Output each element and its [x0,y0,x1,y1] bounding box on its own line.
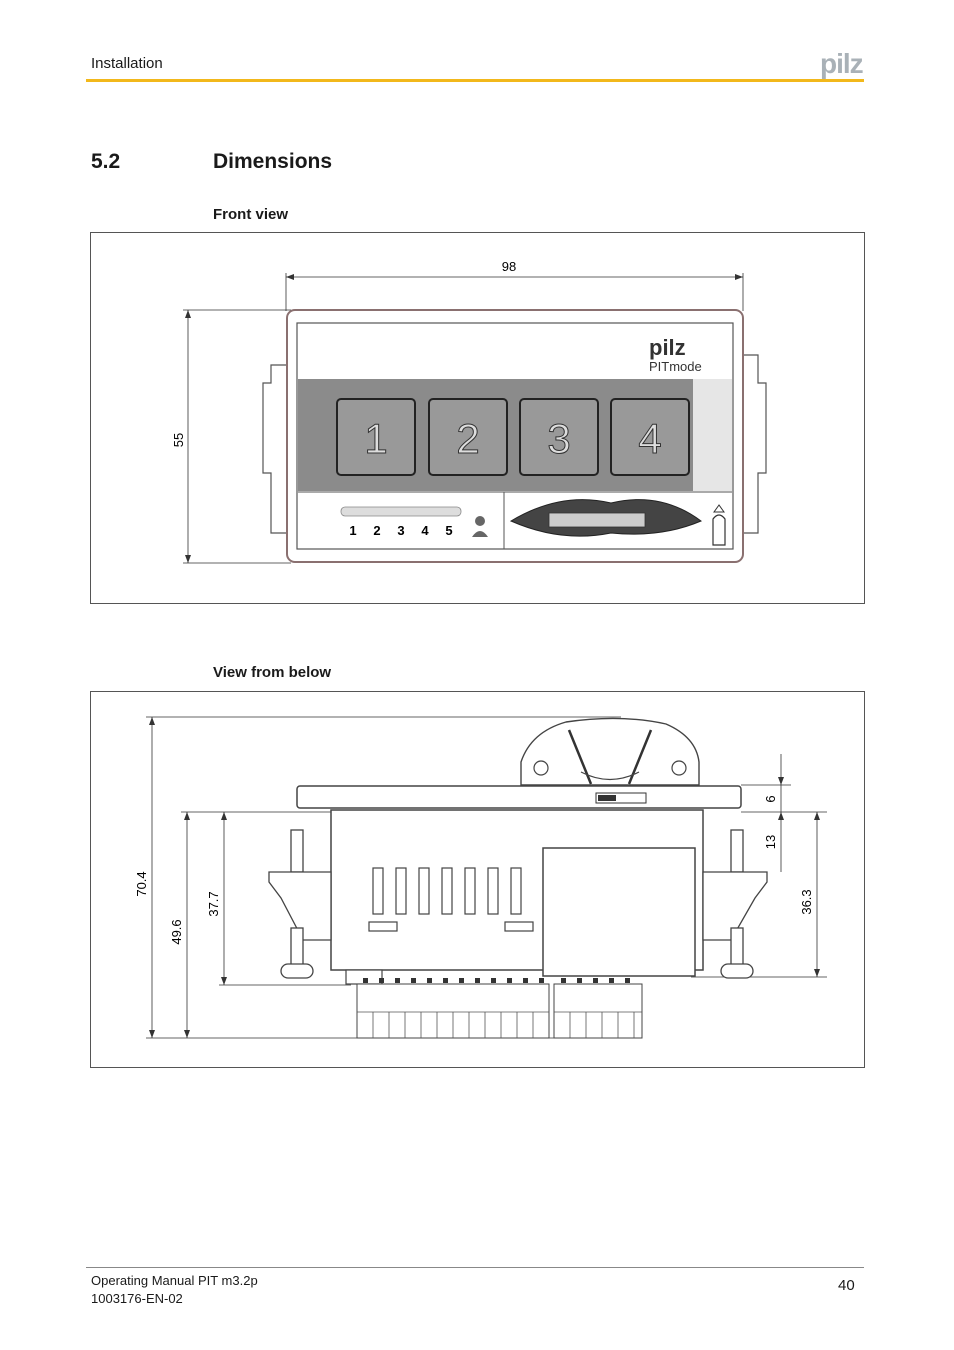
front-view-drawing [91,233,864,603]
section-title: Dimensions [213,150,333,173]
header-rule [86,79,864,82]
device-brand-label: pilz [649,335,686,360]
dim-13-label: 13 [763,834,778,850]
key-2 [429,399,507,475]
dim-49-6-label: 49.6 [169,919,184,945]
dim-70-4-label: 70.4 [134,871,149,897]
led-label-3: 3 [397,523,405,538]
page-number: 40 [838,1277,855,1294]
front-view-caption: Front view [213,206,289,223]
key-1 [337,399,415,475]
front-view-figure [90,232,865,604]
key-4 [611,399,689,475]
svg-text:4: 4 [638,415,662,462]
header-section-label: Installation [91,55,163,72]
terminal-pins [363,978,630,983]
below-view-drawing [91,692,864,1067]
device-product-label: PITmode [649,359,702,374]
key-3 [520,399,598,475]
below-view-figure [90,691,865,1068]
footer-rule [86,1267,864,1268]
dim-height-label: 55 [171,432,186,448]
led-label-5: 5 [445,523,453,538]
dim-6-label: 6 [763,795,778,803]
below-view-caption: View from below [213,664,332,681]
led-label-2: 2 [373,523,381,538]
svg-text:3: 3 [547,415,571,462]
led-label-1: 1 [349,523,357,538]
svg-text:2: 2 [456,415,480,462]
dim-36-3-label: 36.3 [799,889,814,915]
pilz-logo: pilz [820,48,863,79]
footer-doc-number: 1003176-EN-02 [91,1291,183,1306]
footer-manual-title: Operating Manual PIT m3.2p [91,1273,258,1288]
dim-width-label: 98 [501,259,517,274]
section-number: 5.2 [91,150,121,173]
led-label-4: 4 [421,523,429,538]
svg-text:1: 1 [364,415,388,462]
dim-37-7-label: 37.7 [206,891,221,917]
